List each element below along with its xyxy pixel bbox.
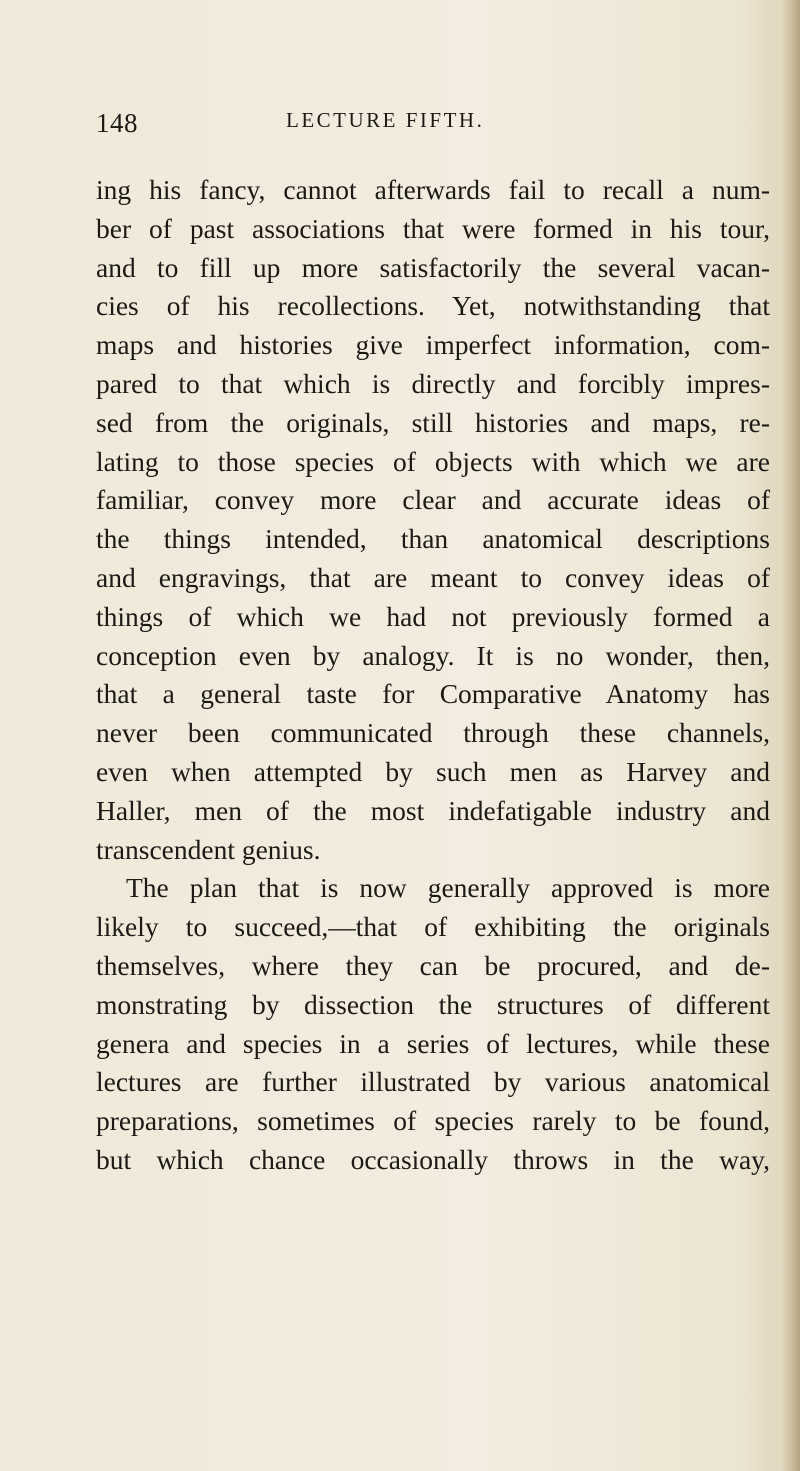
text-line: pared to that which is directly and forcibly impres- — [96, 367, 770, 399]
text-line: cies of his recollections. Yet, notwithstanding that — [96, 290, 770, 322]
paragraph-end-line: transcendent genius. — [96, 833, 321, 865]
text-line: ber of past associations that were formed in his tour, — [96, 212, 770, 244]
text-line: even when attempted by such men as Harvey and — [96, 755, 770, 787]
text-line: things of which we had not previously formed a — [96, 600, 770, 632]
text-line: sed from the originals, still histories and maps, re- — [96, 406, 770, 438]
text-line: maps and histories give imperfect information, com- — [96, 329, 770, 361]
body-text — [96, 171, 770, 1180]
text-line: preparations, sometimes of species rarely to be found, — [96, 1105, 770, 1137]
text-line: and engravings, that are meant to convey ideas of — [96, 561, 770, 593]
text-line: Haller, men of the most indefatigable industry and — [96, 794, 770, 826]
text-line: themselves, where they can be procured, and de- — [96, 949, 770, 981]
paragraph-start-line: The plan that is now generally approved is more — [126, 872, 770, 904]
text-line: conception even by analogy. It is no wonder, then, — [96, 639, 770, 671]
text-line: likely to succeed,—that of exhibiting the originals — [96, 911, 770, 943]
text-line: monstrating by dissection the structures of different — [96, 988, 770, 1020]
page-header — [96, 108, 760, 148]
text-line: and to fill up more satisfactorily the several vacan- — [96, 251, 770, 283]
text-line: genera and species in a series of lectures, while these — [96, 1027, 770, 1059]
text-line: familiar, convey more clear and accurate ideas of — [96, 484, 770, 516]
text-line: that a general taste for Comparative Anatomy has — [96, 678, 770, 710]
page-number: 148 — [96, 108, 138, 138]
text-line: the things intended, than anatomical descriptions — [96, 523, 770, 555]
text-line: but which chance occasionally throws in the way, — [96, 1143, 770, 1175]
text-line: ing his fancy, cannot afterwards fail to recall a num- — [96, 174, 770, 205]
text-line: never been communicated through these channels, — [96, 717, 770, 749]
page-edge-shadow — [782, 0, 800, 1471]
text-line: lating to those species of objects with which we are — [96, 445, 770, 477]
running-head: LECTURE FIFTH. — [286, 108, 485, 132]
text-line: lectures are further illustrated by various anatomical — [96, 1066, 770, 1098]
